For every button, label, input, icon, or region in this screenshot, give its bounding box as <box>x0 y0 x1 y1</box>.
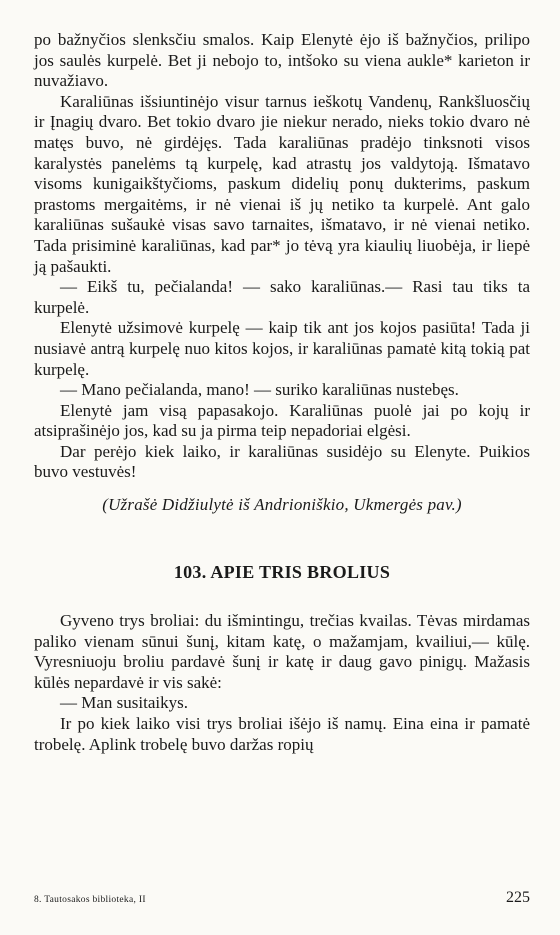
paragraph: Gyveno trys broliai: du išmintingu, trečias kvailas. Tėvas mirdamas paliko vienam sūnui šunį, kitam katę, o mažamjam, kvailiui,— kūlę. Vyresniuoju broliu pardavė šunį ir katę ir daug gavo pinigų. Mažasis kūlės nepardavė ir vis sakė: <box>34 611 530 692</box>
paragraph: Elenytė užsimovė kurpelę — kaip tik ant jos kojos pasiūta! Tada ji nusiavė antrą kurpelę nuo kitos kojos, ir karaliūnas pamatė kitą tokią pat kurpelę. <box>34 318 530 379</box>
paragraph: — Man susitaikys. <box>60 693 188 713</box>
paragraph: Elenytė jam visą papasakojo. Karaliūnas puolė jai po kojų ir atsiprašinėjo jos, kad su ja pirma teip nepadoriai elgėsi. <box>34 400 530 441</box>
previous-story-ending <box>34 30 530 515</box>
page-footer <box>34 889 530 907</box>
paragraph: po bažnyčios slenksčiu smalos. Kaip Elenytė ėjo iš bažnyčios, prilipo jos saulės kurpelė. Bet ji nebojo to, intšoko su viena aukle* karieton ir nuvažiavo. <box>34 30 530 91</box>
story-body <box>34 611 530 755</box>
story-title: 103. APIE TRIS BROLIUS <box>173 562 391 583</box>
paragraph: Karaliūnas išsiuntinėjo visur tarnus ieškotų Vandenų, Rankšluosčių ir Įnagių dvaro. Bet tokio dvaro jie niekur nerado, nieks tokio dvaro nė matęs buvo, nė girdėjęs. Tada karaliūnas pradėjo tinksnoti visos karalystės panelėms tą kurpelę, kad atrastų jos valdytoją. Išmatavo visoms kunigaikštyčioms, paskum didelių ponų dukterims, paskum prastoms mergaitėms, ir nė vienai iš jų netiko ta kurpelė. Ant galo karaliūnas sušaukė visas savo tarnaites, išmatavo, ir nė vienai netiko. Tada prisiminė karaliūnas, kad par* jo tėvą yra kiaulių liuobėja, ir liepė ją pašaukti. <box>34 91 530 276</box>
paragraph: Dar perėjo kiek laiko, ir karaliūnas susidėjo su Elenyte. Puikios buvo vestuvės! <box>34 441 530 482</box>
source-citation: (Užrašė Didžiulytė iš Andrioniškio, Ukmergės pav.) <box>102 495 462 515</box>
paragraph: — Eikš tu, pečialanda! — sako karaliūnas.— Rasi tau tiks ta kurpelė. <box>34 277 530 317</box>
signature-mark: 8. Tautosakos biblioteka, II <box>34 895 146 905</box>
page-number: 225 <box>506 889 530 906</box>
paragraph: Ir po kiek laiko visi trys broliai išėjo iš namų. Eina eina ir pamatė trobelę. Aplink trobelę buvo daržas ropių <box>34 714 530 754</box>
paragraph: — Mano pečialanda, mano! — suriko karaliūnas nustebęs. <box>60 380 459 400</box>
